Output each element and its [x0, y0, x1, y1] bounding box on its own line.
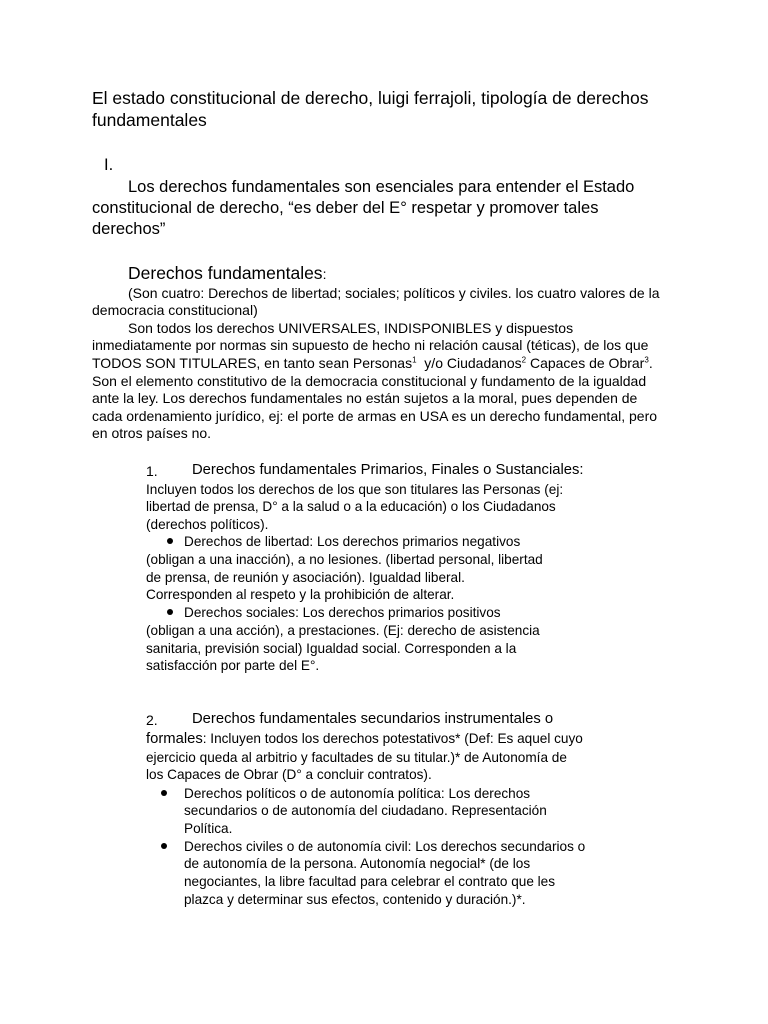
bullet-politicos-line-1: Derechos políticos o de autonomía política: Los derechos — [184, 786, 531, 801]
bullet-politicos-line-2: secundarios o de autonomía del ciudadano. Representación — [184, 803, 547, 818]
bullet-icon — [161, 790, 167, 796]
bullet-civiles-line-3: negociantes, la libre facultad para celebrar el contrato que les — [184, 874, 556, 889]
bullet-libertad-line-2: (obligan a una inacción), a no lesiones. (libertad personal, libertad — [146, 552, 543, 567]
list-item-1-desc-1: Incluyen todos los derechos de los que son titulares las Personas (ej: — [146, 482, 564, 497]
intro-line-3: derechos” — [92, 220, 166, 238]
document-title-line-2: fundamentales — [92, 110, 207, 130]
text-segment: TODOS SON TITULARES, en tanto sean Personas — [92, 355, 413, 371]
document-title-line-1: El estado constitucional de derecho, luigi ferrajoli, tipología de derechos — [92, 88, 649, 108]
bullet-libertad-line-3: de prensa, de reunión y asociación). Igualdad liberal. — [146, 570, 465, 585]
paragraph-2-line-3 — [92, 355, 653, 373]
bullet-sociales-line-3: sanitaria, previsión social) Igualdad social. Corresponden a la — [146, 641, 517, 656]
bullet-libertad-line-4: Corresponden al respeto y la prohibición de alterar. — [146, 587, 455, 602]
paragraph-1-line-2: democracia constitucional) — [92, 302, 258, 318]
bullet-civiles-line-4: plazca y determinar sus efectos, contenido y duración.)*. — [184, 892, 526, 907]
bullet-sociales-line-4: satisfacción por parte del E°. — [146, 658, 320, 673]
list-item-1-title: Derechos fundamentales Primarios, Finales o Sustanciales: — [192, 462, 584, 478]
list-item-2-desc-start: : Incluyen todos los derechos potestativos* (Def: Es aquel cuyo — [202, 731, 583, 746]
paragraph-2-line-4: Son el elemento constitutivo de la democracia constitucional y fundamento de la igualdad — [92, 373, 647, 389]
bullet-civiles-line-1: Derechos civiles o de autonomía civil: Los derechos secundarios o — [184, 839, 586, 854]
bullet-icon — [167, 609, 173, 615]
section-heading-colon: : — [322, 266, 327, 282]
paragraph-1-line-1: (Son cuatro: Derechos de libertad; sociales; políticos y civiles. los cuatro valores de la — [128, 285, 660, 301]
list-item-2-desc-1: ejercicio queda al arbitrio y facultades de su titular.)* de Autonomía de — [146, 750, 567, 765]
paragraph-2-line-6: cada ordenamiento jurídico, ej: el porte de armas en USA es un derecho fundamental, pero — [92, 408, 658, 424]
intro-line-1: Los derechos fundamentales son esenciales para entender el Estado — [128, 178, 635, 196]
footnote-marker-2: 2 — [521, 355, 527, 365]
footnote-marker-3: 3 — [644, 355, 649, 365]
list-item-2-title-line-1: Derechos fundamentales secundarios instrumentales o — [192, 711, 554, 727]
intro-line-2: constitucional de derecho, “es deber del E° respetar y promover tales — [92, 199, 599, 217]
bullet-icon — [167, 538, 173, 544]
section-heading-text: Derechos fundamentales — [128, 263, 323, 283]
bullet-icon — [161, 843, 167, 849]
list-item-1-number: 1. — [146, 463, 158, 479]
paragraph-2-line-5: ante la ley. Los derechos fundamentales no están sujetos a la moral, pues dependen de — [92, 390, 638, 406]
paragraph-2-line-2: inmediatamente por normas sin supuesto de hecho ni relación causal (téticas), de los que — [92, 337, 649, 353]
bullet-politicos-line-3: Política. — [184, 821, 233, 836]
text-segment: y/o Ciudadanos — [416, 355, 522, 371]
bullet-sociales-line-1: Derechos sociales: Los derechos primarios positivos — [184, 605, 501, 620]
paragraph-2-line-1: Son todos los derechos UNIVERSALES, INDISPONIBLES y dispuestos — [128, 320, 574, 336]
list-item-1-desc-3: (derechos políticos). — [146, 517, 269, 532]
footnote-marker-1: 1 — [412, 355, 417, 365]
list-item-2-desc-2: los Capaces de Obrar (D° a concluir contratos). — [146, 767, 432, 782]
list-item-2-title-line-2 — [146, 730, 583, 748]
section-heading — [128, 262, 326, 284]
bullet-libertad-line-1: Derechos de libertad: Los derechos primarios negativos — [184, 534, 521, 549]
list-item-2-number: 2. — [146, 712, 158, 728]
text-segment: . — [648, 355, 653, 371]
bullet-sociales-line-2: (obligan a una acción), a prestaciones. (Ej: derecho de asistencia — [146, 623, 540, 638]
list-item-1-desc-2: libertad de prensa, D° a la salud o a la educación) o los Ciudadanos — [146, 499, 556, 514]
section-numeral: I. — [104, 156, 114, 174]
paragraph-2-line-7: en otros países no. — [92, 425, 212, 441]
text-segment: Capaces de Obrar — [526, 355, 645, 371]
bullet-civiles-line-2: de autonomía de la persona. Autonomía negocial* (de los — [184, 856, 531, 871]
list-item-2-title-tail: formales — [146, 731, 203, 747]
